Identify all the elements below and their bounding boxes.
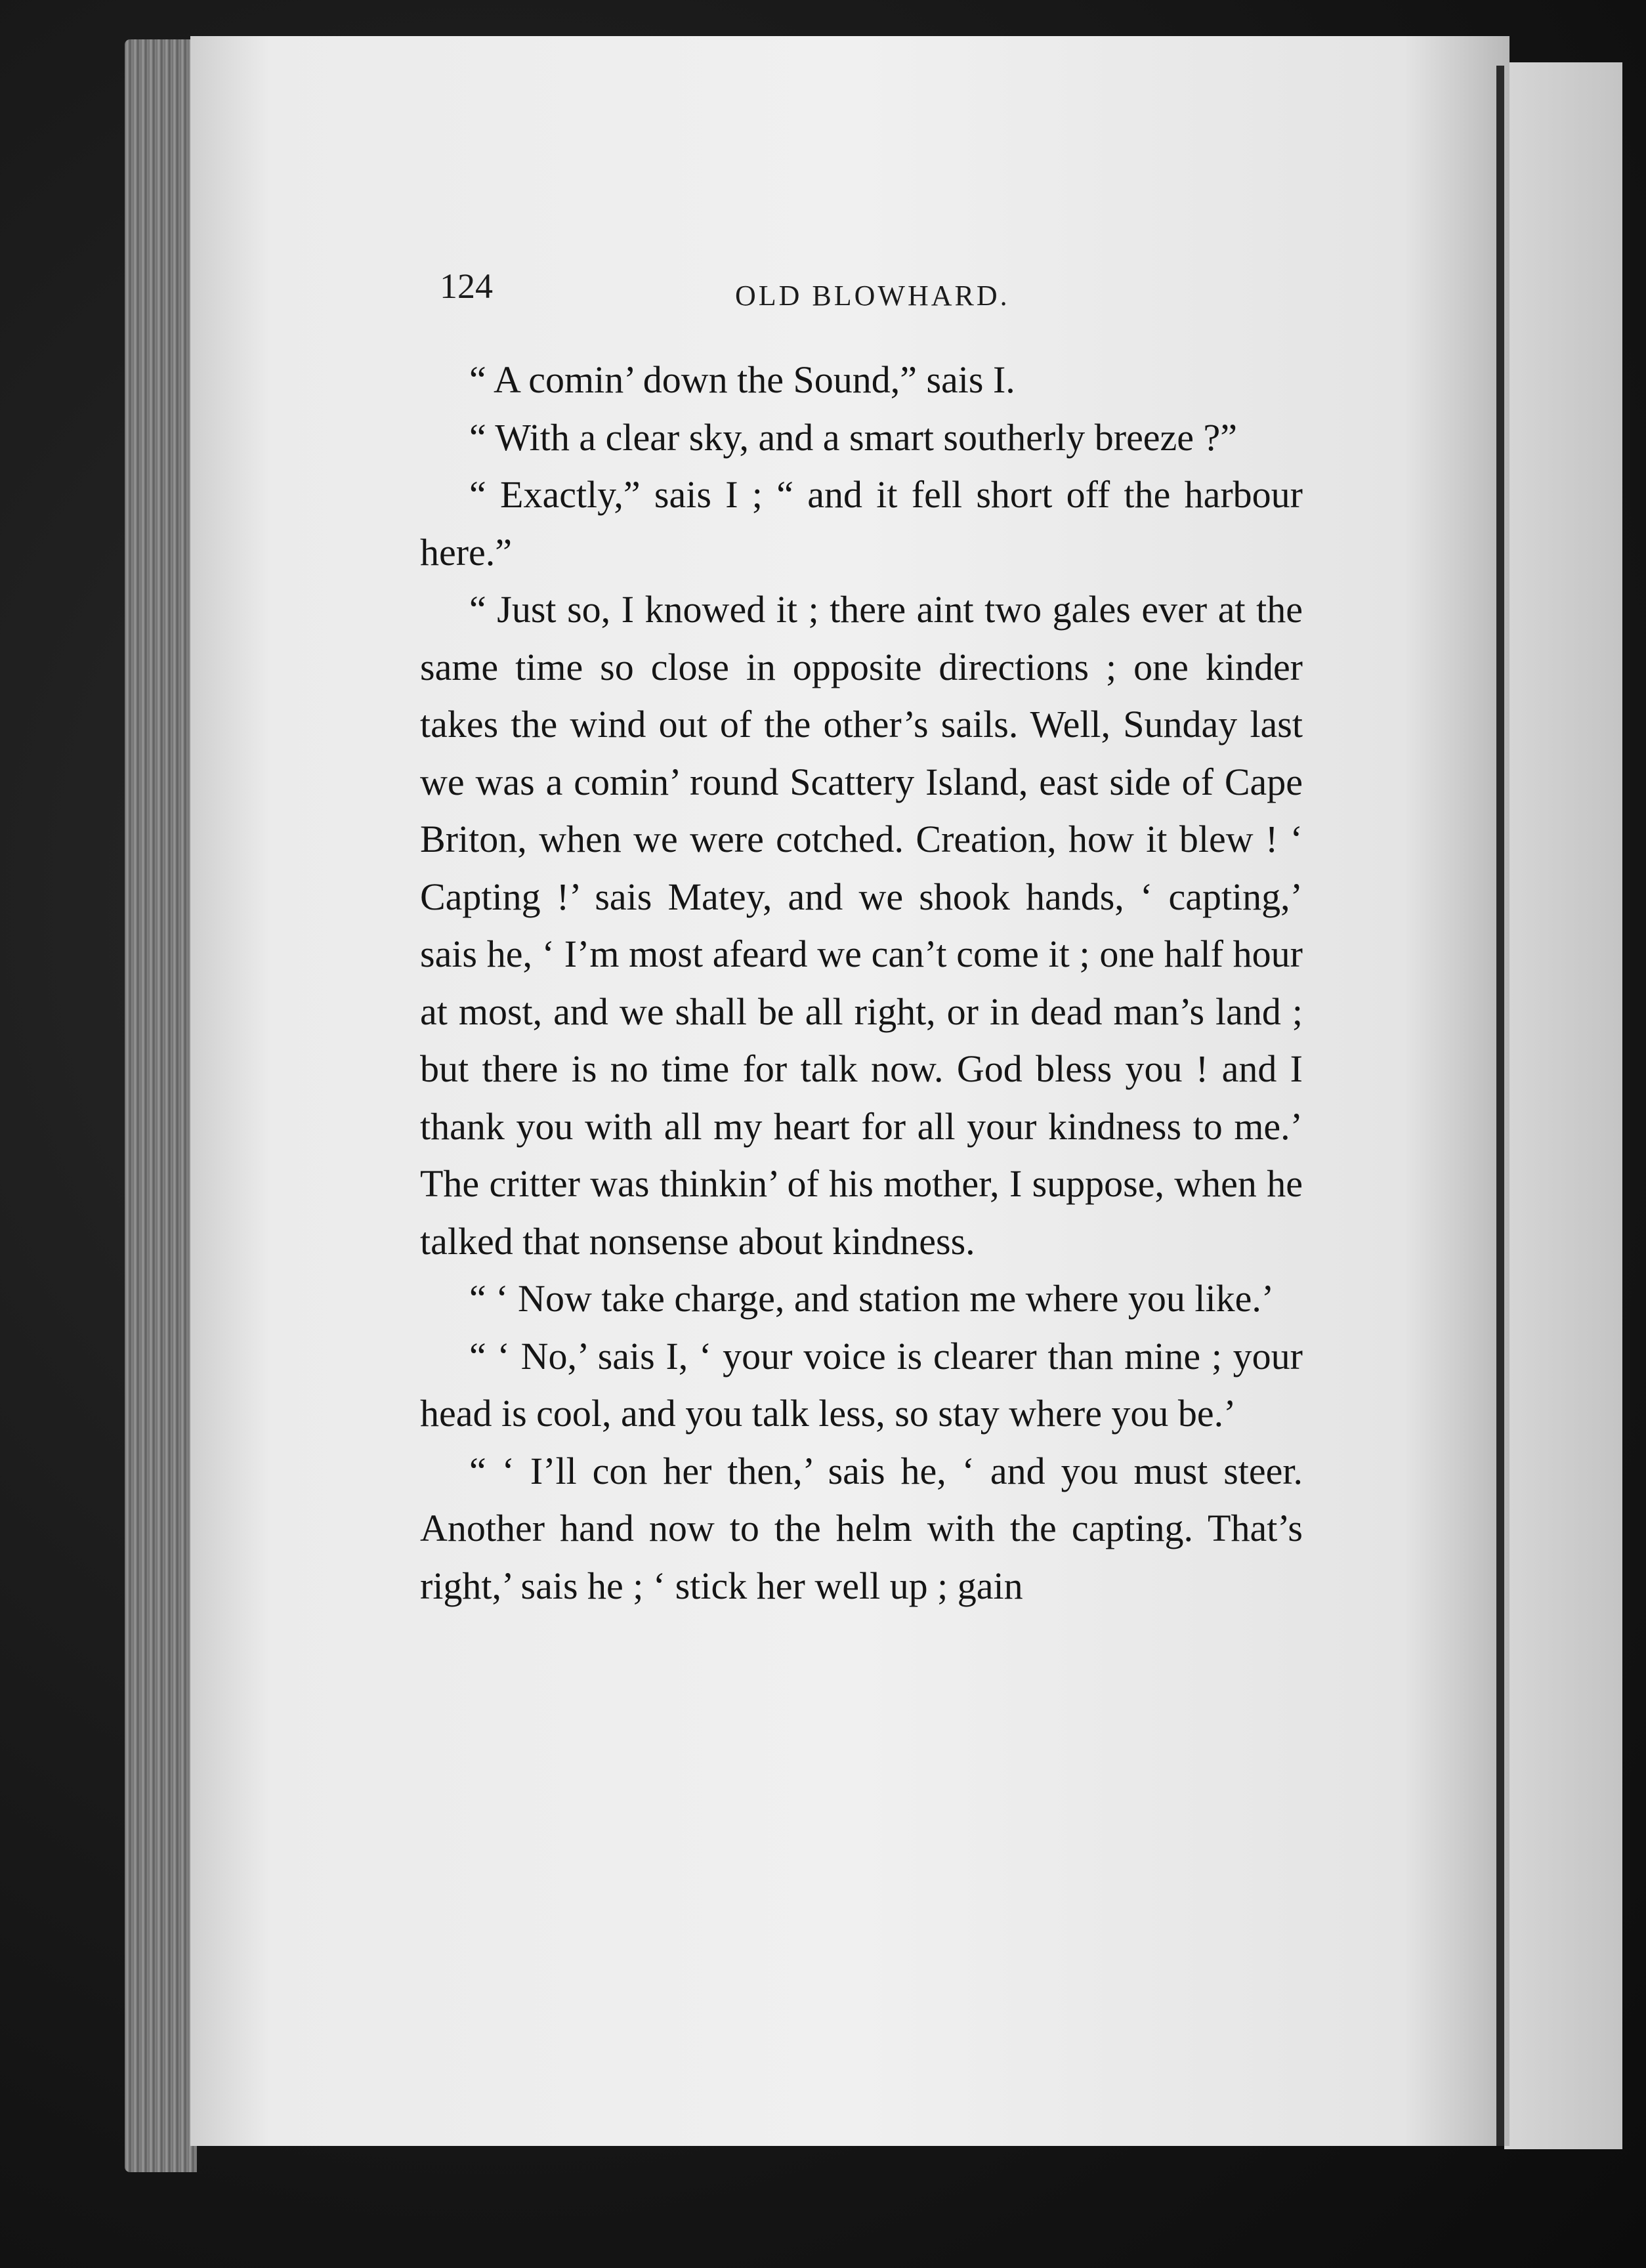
paragraph: “ ‘ No,’ sais I, ‘ your voice is clearer than mine ; your head is cool, and you talk less, so stay where you be.’: [420, 1334, 1303, 1435]
page-number: 124: [440, 266, 493, 306]
paragraph: “ ‘ Now take charge, and station me where you like.’: [469, 1277, 1275, 1320]
body-text: [420, 351, 1303, 1614]
facing-page-edge: [1504, 62, 1622, 2149]
paragraph: “ ‘ I’ll con her then,’ sais he, ‘ and you must steer. Another hand now to the helm with the capting. That’s right,’ sais he ; ‘ stick her well up ; gain: [420, 1449, 1303, 1607]
paragraph: “ Just so, I knowed it ; there aint two gales ever at the same time so close in opposite directions ; one kinder takes the wind out of the other’s sails. Well, Sunday last we was a comin’ round Scattery Island, east side of Cape Briton, when we were cotched. Creation, how it blew ! ‘ Capting !’ sais Matey, and we shook hands, ‘ capting,’ sais he, ‘ I’m most afeard we can’t come it ; one half hour at most, and we shall be all right, or in dead man’s land ; but there is no time for talk now. God bless you ! and I thank you with all my heart for all your kindness to me.’ The critter was thinkin’ of his mother, I suppose, when he talked that nonsense about kindness.: [420, 588, 1303, 1263]
paragraph: “ With a clear sky, and a smart southerly breeze ?”: [469, 415, 1238, 459]
paragraph: “ Exactly,” sais I ; “ and it fell short off the harbour here.”: [420, 473, 1303, 574]
paragraph: “ A comin’ down the Sound,” sais I.: [469, 358, 1015, 401]
page-header: [440, 266, 1293, 318]
page-gutter-shadow: [1496, 66, 1504, 2146]
book-fore-edge: [125, 39, 197, 2172]
running-head: OLD BLOWHARD.: [735, 280, 1010, 312]
